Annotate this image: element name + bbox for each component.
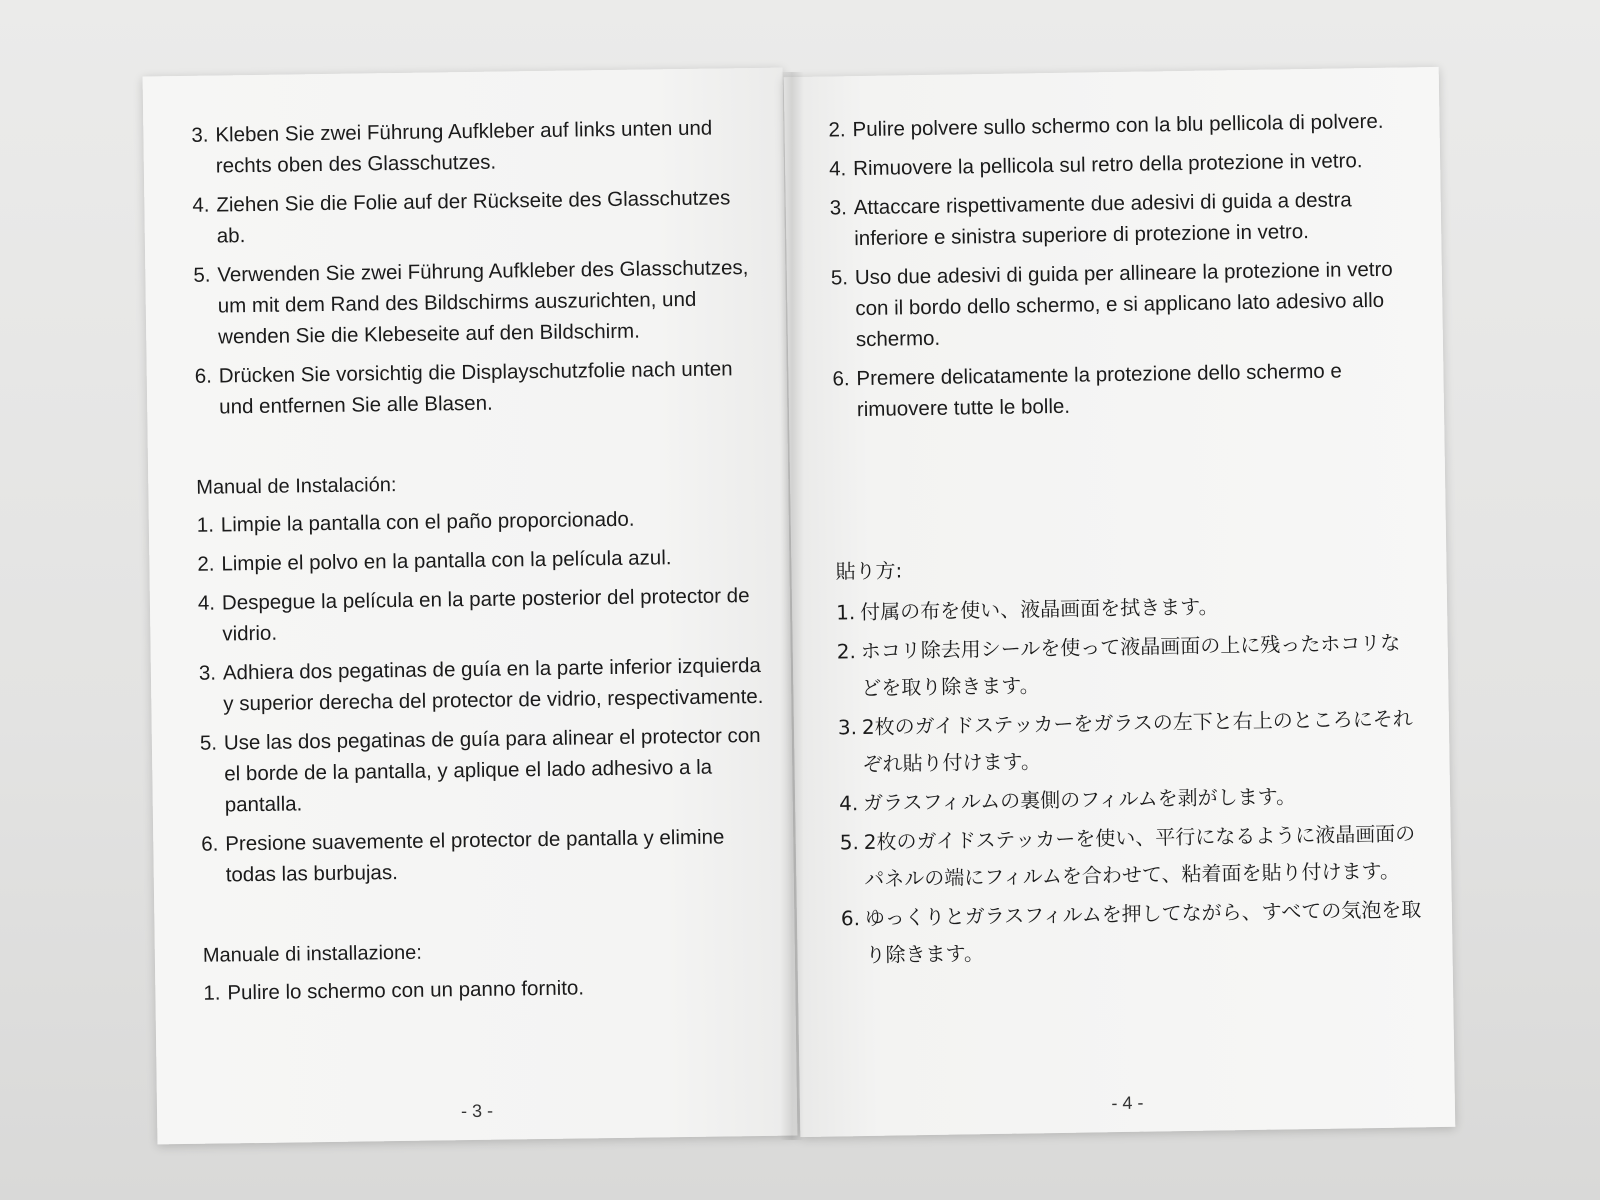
step-number: 2.: [836, 639, 857, 664]
step-number: 6.: [194, 364, 213, 388]
italian-step: [828, 105, 1409, 145]
step-number: 5.: [193, 263, 211, 287]
instruction-booklet: [150, 72, 1450, 1140]
step-number: 4.: [192, 193, 210, 217]
italian-step: [832, 354, 1414, 425]
step-text: Use las dos pegatinas de guía para alinear el protector con el borde de la pantalla, y aplique el lado adhesivo a la pantalla.: [223, 723, 761, 817]
step-number: 5.: [839, 830, 860, 855]
japanese-step: [839, 776, 1421, 822]
step-text: Adhiera dos pegatinas de guía en la parte inferior izquierda y superior derecha del protector de vidrio, respectivamente.: [222, 653, 764, 716]
step-number: 1.: [196, 513, 215, 537]
left-page-content: [191, 112, 771, 1017]
german-step: [193, 252, 762, 353]
step-text: 付属の布を使い、液晶画面を拭きます。: [859, 594, 1219, 625]
spanish-heading: Manual de Instalación:: [196, 474, 397, 499]
german-step: [192, 182, 761, 252]
step-text: Kleben Sie zwei Führung Aufkleber auf links unten und rechts oben des Glasschutzes.: [215, 116, 713, 178]
spanish-step: [198, 580, 767, 650]
step-text: ホコリ除去用シールを使って液晶画面の上に残ったホコリなどを取り除きます。: [860, 630, 1401, 701]
japanese-step: [836, 624, 1418, 707]
step-text: Attaccare rispettivamente due adesivi di guida a destra inferiore e sinistra superiore di protezione in vetro.: [853, 188, 1352, 251]
spanish-step: [197, 502, 765, 541]
italian-step: [830, 183, 1412, 254]
japanese-heading: 貼り方:: [835, 558, 903, 584]
step-text: Premere delicatamente la protezione dello schermo e rimuovere tutte le bolle.: [856, 359, 1343, 422]
page-number: - 3 -: [460, 1100, 494, 1122]
step-number: 5.: [199, 731, 218, 755]
german-step: [195, 353, 764, 423]
left-page: [143, 68, 798, 1145]
step-number: 4.: [838, 791, 859, 816]
step-number: 6.: [840, 906, 861, 931]
italian-step: [829, 144, 1410, 184]
spanish-steps-list: [197, 502, 770, 891]
spanish-step: [201, 821, 770, 891]
step-number: 2.: [197, 552, 215, 576]
right-page-content: [828, 105, 1422, 976]
italian-step: [831, 253, 1413, 355]
step-number: 3.: [191, 123, 209, 147]
step-text: Pulire lo schermo con un panno fornito.: [227, 976, 585, 1005]
step-text: Verwenden Sie zwei Führung Aufkleber des Glasschutzes, um mit dem Rand des Bildschirms auszurichten, und wenden Sie die Klebeseite auf den Bildschirm.: [217, 256, 749, 349]
step-number: 1.: [203, 981, 221, 1005]
step-text: Drücken Sie vorsichtig die Displayschutzfolie nach unten und entfernen Sie alle Blasen.: [218, 357, 733, 419]
japanese-step: [839, 815, 1421, 898]
spanish-step: [200, 720, 769, 821]
step-text: Limpie la pantalla con el paño proporcionado.: [220, 507, 635, 537]
japanese-step: [841, 891, 1423, 974]
step-number: 2.: [828, 118, 846, 142]
step-number: 3.: [198, 661, 217, 685]
step-text: 2枚のガイドステッカーをガラスの左下と右上のところにそれぞれ貼り付けます。: [861, 706, 1413, 777]
japanese-section: [835, 546, 1423, 974]
step-number: 6.: [832, 367, 850, 391]
step-text: ガラスフィルムの裏側のフィルムを剥がします。: [862, 784, 1297, 816]
step-text: Pulire polvere sullo schermo con la blu pellicola di polvere.: [852, 109, 1384, 142]
step-number: 3.: [829, 196, 848, 220]
step-text: Presione suavemente el protector de pantalla y elimine todas las burbujas.: [225, 825, 725, 887]
step-text: Rimuovere la pellicola sul retro della protezione in vetro.: [852, 149, 1363, 181]
german-step: [191, 112, 760, 182]
step-number: 4.: [828, 157, 847, 181]
japanese-steps-list: [836, 585, 1423, 974]
step-number: 5.: [830, 266, 849, 290]
page-number: - 4 -: [1111, 1092, 1144, 1114]
italian-heading: Manuale di installazione:: [202, 941, 423, 967]
german-steps-list: [191, 112, 763, 423]
italian-steps-list: [203, 970, 771, 1009]
japanese-step: [838, 700, 1420, 783]
italian-steps-list: [828, 105, 1414, 425]
step-number: 6.: [201, 832, 219, 856]
step-text: ゆっくりとガラスフィルムを押してながら、すべての気泡を取り除きます。: [864, 897, 1422, 968]
step-text: 2枚のガイドステッカーを使い、平行になるように液晶画面のパネルの端にフィルムを合わせて、粘着面を貼り付けます。: [863, 821, 1416, 892]
step-number: 1.: [835, 600, 856, 625]
spanish-step: [197, 541, 765, 580]
step-number: 4.: [197, 591, 216, 615]
japanese-step: [836, 585, 1418, 631]
step-text: Limpie el polvo en la pantalla con la película azul.: [221, 546, 672, 576]
step-number: 3.: [837, 715, 858, 740]
step-text: Despegue la película en la parte posterior del protector de vidrio.: [221, 584, 750, 646]
italian-step: [203, 970, 771, 1009]
step-text: Uso due adesivi di guida per allineare la protezione in vetro con il bordo dello schermo, e si applicano lato adesivo allo schermo.: [854, 257, 1393, 352]
step-text: Ziehen Sie die Folie auf der Rückseite des Glasschutzes ab.: [216, 186, 731, 248]
spanish-step: [199, 650, 768, 720]
right-page: [784, 67, 1456, 1137]
